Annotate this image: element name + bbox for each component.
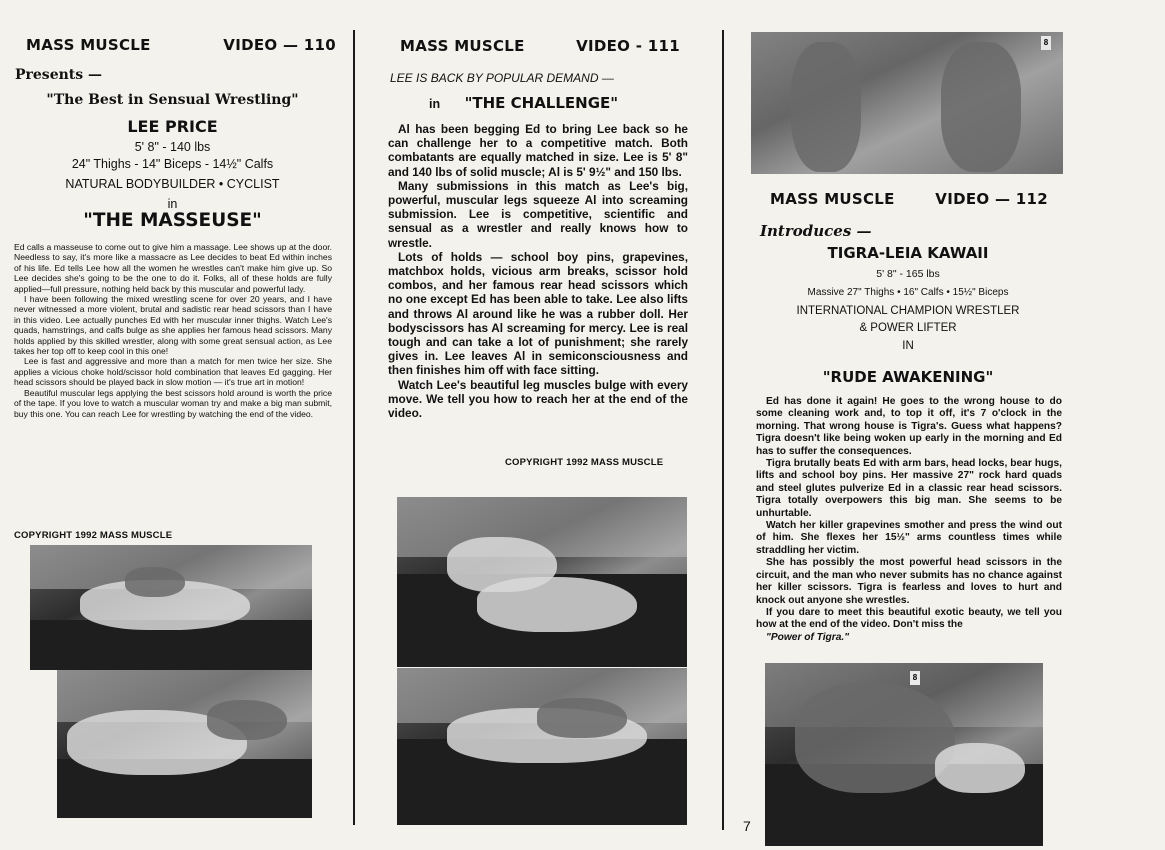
closing-quote: "Power of Tigra." [766, 631, 850, 643]
header-video-number: VIDEO — 112 [935, 190, 1048, 208]
in-label: in [167, 197, 178, 211]
header-brand: MASS MUSCLE [770, 190, 895, 208]
wrestler-name: LEE PRICE [127, 117, 218, 136]
stats-measurements: 24" Thighs - 14" Biceps - 14½" Calfs [71, 157, 274, 171]
column-divider-1 [353, 30, 355, 825]
paragraph: Watch Lee's beautiful leg muscles bulge with every move. We tell you how to reach her at the end of the video. [388, 377, 688, 421]
wrestler-name: TIGRA-LEIA KAWAII [827, 244, 989, 262]
badge: 8 [910, 671, 920, 685]
paragraph: If you dare to meet this beautiful exotic beauty, we tell you how at the end of the video. Don't miss the [756, 606, 1062, 631]
copyright: COPYRIGHT 1992 MASS MUSCLE [14, 530, 173, 541]
header-brand: MASS MUSCLE [400, 37, 525, 55]
paragraph: She has possibly the most powerful head scissors in the circuit, and the man who never submits has no chance against her killer scissors. Tigra is fearless and loves to hurt and knock out anyone she wrestles. [756, 557, 1062, 606]
video-description [388, 122, 688, 420]
photo-challenge-2 [397, 668, 687, 825]
paragraph: Lots of holds — school boy pins, grapevines, matchbox holds, vicious arm breaks, scissor hold combos, and her famous rear head scissors which no one except Ed has been able to take. Lee also lifts and throws Al around like he was a rubber doll. Her bodyscissors has Al screaming for mercy. Lee is real tough and can take a lot of punishment; she rarely gives in. Lee leaves Al in semiconsciousness and then finishes him off with face sitting. [388, 249, 688, 378]
paragraph: Beautiful muscular legs applying the best scissors hold around is worth the price of the tape. If you love to watch a muscular woman try and make a big man submit, buy this one. You can reach Lee for wrestling by watching the end of the video. [14, 387, 332, 419]
header-video-number: VIDEO - 111 [576, 37, 680, 55]
stats-title: INTERNATIONAL CHAMPION WRESTLER [796, 305, 1020, 317]
photo-challenge-1 [397, 497, 687, 667]
paragraph: Tigra brutally beats Ed with arm bars, head locks, bear hugs, lifts and school boy pins. Her massive 27" rock hard quads and steel glutes pulverize Ed in a classic rear head scissors. Tigra totally overpowers this big man. She seems to be unhurtable. [756, 458, 1062, 519]
photo-masseuse-1 [30, 545, 312, 670]
tagline: "The Best in Sensual Wrestling" [46, 92, 299, 108]
header-video-number: VIDEO — 110 [223, 36, 336, 54]
video-title: "THE CHALLENGE" [464, 94, 619, 112]
presents-label: Presents — [15, 67, 103, 83]
header-video-112 [770, 190, 1048, 208]
subtitle: LEE IS BACK BY POPULAR DEMAND — [390, 71, 614, 85]
stats-measurements: Massive 27" Thighs • 16" Calfs • 15½" Biceps [807, 287, 1009, 298]
photo-tigra-flex [751, 32, 1063, 174]
header-brand: MASS MUSCLE [26, 36, 151, 54]
video-description [14, 242, 332, 419]
in-label: IN [902, 340, 914, 352]
stats-height-weight: 5' 8" - 140 lbs [134, 140, 211, 154]
header-video-110 [26, 36, 336, 54]
paragraph: Watch her killer grapevines smother and press the wind out of him. She flexes her 15½" arms countless times while straddling her victim. [756, 520, 1062, 556]
header-video-111 [400, 37, 680, 55]
page-number: 7 [743, 818, 751, 834]
paragraph: I have been following the mixed wrestling scene for over 20 years, and I have never witnessed a more violent, brutal and sadistic rear head scissors than I have in this video. Lee actually punches Ed with her muscular inner thighs. Watch Lee's quads, hamstrings, and calfs bulge as she applies her famous head scissors. Many holds applied by this skilled wrestler, along with some great sensual action, as Lee takes her top off to keep cool in this one! [14, 294, 332, 357]
copyright: COPYRIGHT 1992 MASS MUSCLE [505, 457, 664, 468]
stats-profession: NATURAL BODYBUILDER • CYCLIST [65, 177, 280, 191]
badge: 8 [1041, 36, 1051, 50]
in-label: in [429, 97, 441, 111]
paragraph: Many submissions in this match as Lee's big, powerful, muscular legs squeeze Al into screaming submission. Lee is competitive, scientific and sensual as a wrestler and really knows how to wrestle. [388, 178, 688, 250]
video-title: "THE MASSEUSE" [83, 210, 262, 231]
paragraph: Al has been begging Ed to bring Lee back so he can challenge her to a competitive match. Both combatants are equally matched in size. Lee is 5' 8" and 140 lbs of solid muscle; Al is 5' 9½" and 150 lbs. [388, 122, 688, 179]
paragraph: Ed calls a masseuse to come out to give him a massage. Lee shows up at the door. Needless to say, it's more like a massacre as Lee decides to beat Ed within inches of his life. Ed tells Lee how all the women he wrestles can't make him give up. So Lee decides she's going to be the one to do it. Folks, all of these holds are fully applied—full pressure, nothing held back by this muscular and powerful lady. [14, 242, 332, 294]
video-title: "RUDE AWAKENING" [822, 368, 994, 386]
introduces-label: Introduces — [760, 222, 872, 240]
photo-masseuse-2 [57, 670, 312, 818]
photo-tigra-scissors [765, 663, 1043, 846]
paragraph: Ed has done it again! He goes to the wrong house to do some cleaning work and, to top it off, it's 7 o'clock in the morning. That wrong house is Tigra's. Guess what happens? Tigra doesn't like being woken up early in the morning and Ed has to suffer the consequences. [756, 396, 1062, 457]
paragraph: Lee is fast and aggressive and more than a match for men twice her size. She applies a vicious choke hold/scissor hold combination that leaves Ed gagging. Her head scissors should be played back in slow motion — it's true art in motion! [14, 356, 332, 388]
stats-height-weight: 5' 8" - 165 lbs [876, 268, 940, 280]
stats-lifter: & POWER LIFTER [859, 322, 957, 334]
column-divider-2 [722, 30, 724, 830]
title-line [429, 94, 618, 113]
video-description [756, 396, 1062, 644]
